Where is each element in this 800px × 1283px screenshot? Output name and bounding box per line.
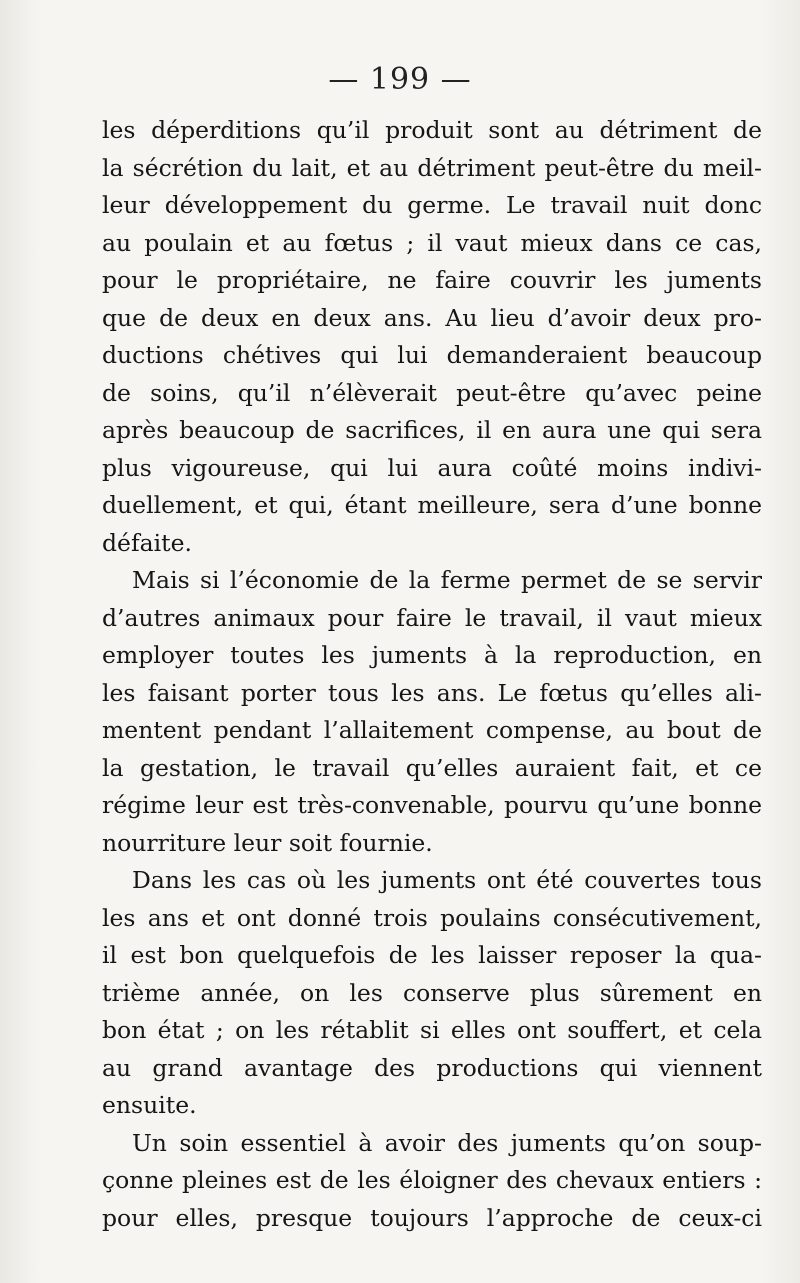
text-line: pour le propriétaire, ne faire couvrir les juments [102, 266, 762, 294]
text-line: après beaucoup de sacrifices, il en aura une qui sera [102, 416, 762, 444]
paragraph-start-line: Mais si l’économie de la ferme permet de se servir [132, 566, 762, 594]
text-line: défaite. [102, 528, 192, 557]
text-line: mentent pendant l’allaitement compense, au bout de [102, 716, 762, 744]
text-line: que de deux en deux ans. Au lieu d’avoir deux pro- [102, 303, 762, 332]
text-line: les faisant porter tous les ans. Le fœtus qu’elles ali- [102, 678, 762, 707]
text-line: la sécrétion du lait, et au détriment peut-être du meil- [102, 153, 762, 182]
text-line: plus vigoureuse, qui lui aura coûté moins indivi- [102, 453, 762, 482]
page-number: — 199 — [328, 62, 472, 97]
body-text [102, 112, 762, 1237]
text-line: çonne pleines est de les éloigner des chevaux entiers : [102, 1166, 762, 1194]
text-line: pour elles, presque toujours l’approche de ceux-ci [102, 1203, 762, 1232]
text-line: au grand avantage des productions qui viennent [102, 1053, 762, 1082]
text-line: duellement, et qui, étant meilleure, sera d’une bonne [102, 491, 762, 519]
text-line: au poulain et au fœtus ; il vaut mieux dans ce cas, [102, 228, 762, 257]
paragraph-start-line: Dans les cas où les juments ont été couvertes tous [132, 866, 762, 894]
text-line: les déperditions qu’il produit sont au détriment de [102, 116, 762, 144]
text-line: bon état ; on les rétablit si elles ont souffert, et cela [102, 1016, 762, 1044]
text-line: de soins, qu’il n’élèverait peut-être qu’avec peine [102, 378, 762, 407]
text-line: régime leur est très-convenable, pourvu qu’une bonne [102, 791, 762, 819]
text-line: ductions chétives qui lui demanderaient beaucoup [102, 341, 762, 369]
paragraph-start-line: Un soin essentiel à avoir des juments qu’on soup- [132, 1128, 762, 1157]
text-line: ensuite. [102, 1091, 197, 1119]
text-line: leur développement du germe. Le travail nuit donc [102, 191, 762, 219]
text-line: employer toutes les juments à la reproduction, en [102, 641, 762, 669]
text-line: la gestation, le travail qu’elles auraient fait, et ce [102, 753, 762, 782]
text-line: d’autres animaux pour faire le travail, il vaut mieux [102, 603, 762, 632]
text-line: trième année, on les conserve plus sûrement en [102, 978, 762, 1007]
text-line: les ans et ont donné trois poulains consécutivement, [102, 903, 762, 932]
text-line: il est bon quelquefois de les laisser reposer la qua- [102, 941, 762, 969]
text-line: nourriture leur soit fournie. [102, 828, 433, 857]
